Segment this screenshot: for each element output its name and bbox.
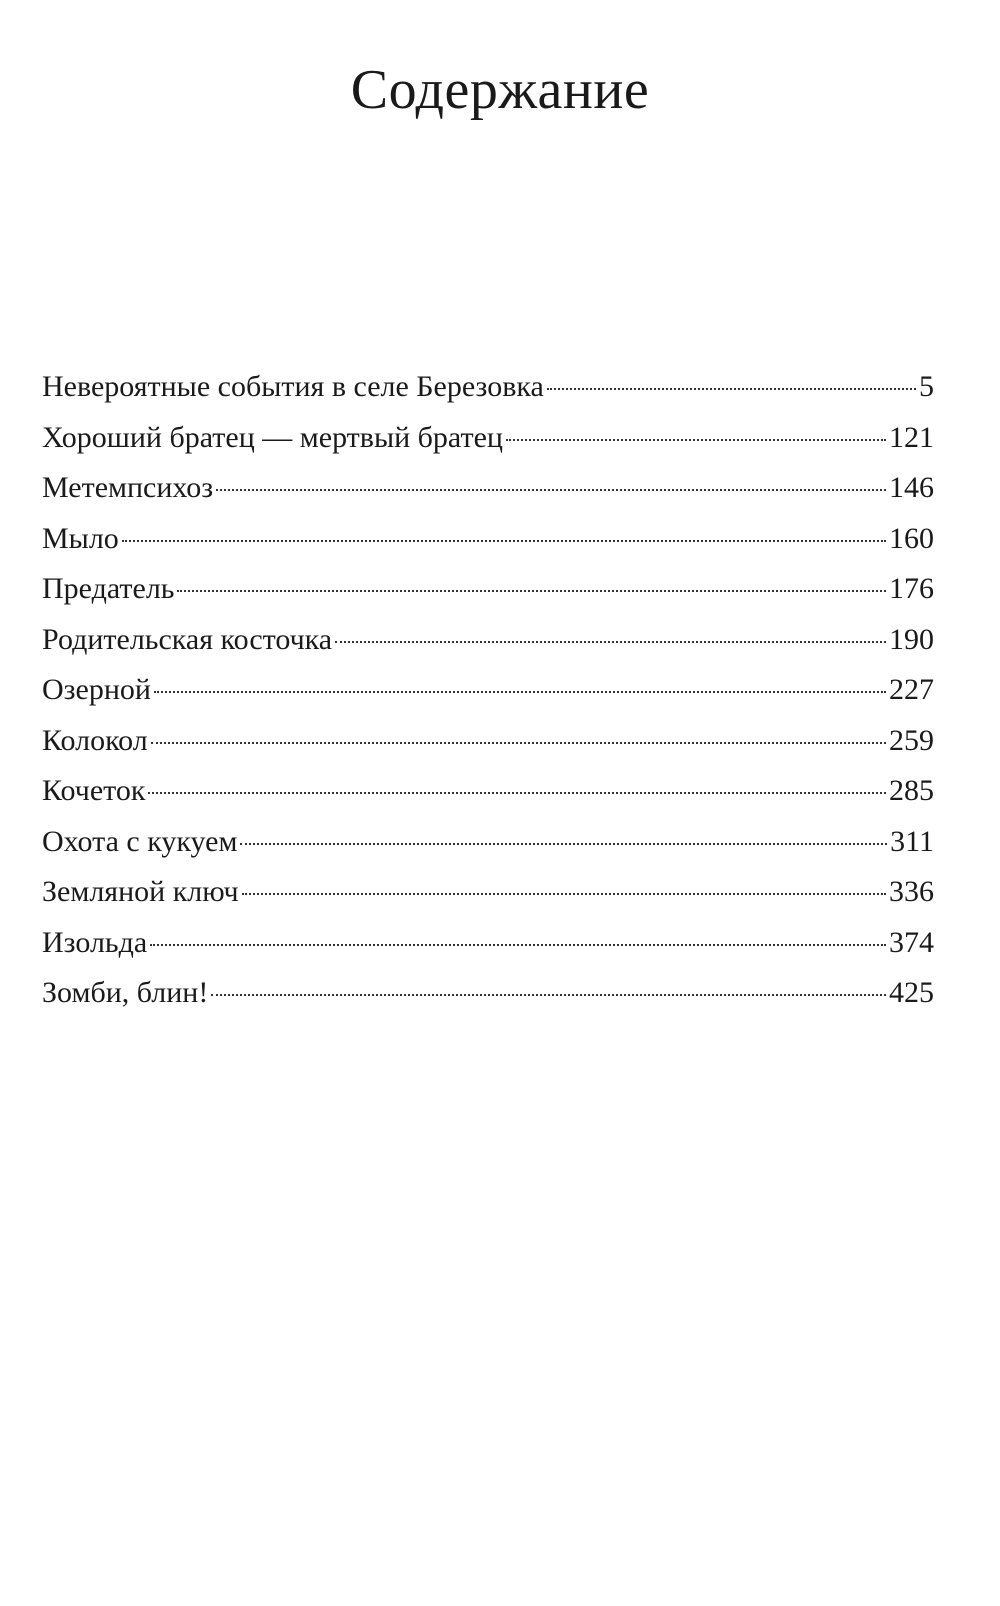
toc-entry-title: Родительская косточка	[42, 622, 333, 656]
toc-entry-page: 146	[889, 471, 934, 504]
toc-entry-page: 190	[889, 622, 934, 656]
toc-entry	[42, 413, 934, 464]
toc-entry-title: Зомби, блин!	[42, 976, 209, 1009]
toc-entry-title: Метемпсихоз	[42, 471, 214, 504]
toc-entry-page: 311	[890, 824, 934, 858]
toc-entry	[42, 716, 934, 767]
toc-leader-dots	[150, 944, 886, 946]
toc-entry-page: 425	[889, 976, 934, 1009]
toc-entry	[42, 514, 934, 565]
toc-leader-dots	[148, 792, 886, 794]
toc-entry	[42, 867, 934, 918]
toc-leader-dots	[177, 590, 886, 592]
toc-leader-dots	[240, 843, 887, 845]
toc-entry	[42, 564, 934, 615]
toc-entry	[42, 918, 934, 969]
toc-leader-dots	[242, 893, 886, 895]
toc-entry	[42, 968, 934, 1019]
toc-entry-page: 259	[889, 723, 934, 757]
toc-entry-page: 176	[889, 572, 934, 605]
toc-entry-title: Мыло	[42, 521, 119, 555]
toc-entry-page: 5	[919, 370, 934, 403]
toc-entry-title: Предатель	[42, 572, 175, 605]
toc-entry-title: Охота с кукуем	[42, 824, 238, 858]
toc-entry	[42, 817, 934, 868]
toc-entry-title: Земляной ключ	[42, 875, 239, 908]
toc-entry	[42, 362, 934, 413]
page-title: Содержание	[350, 59, 650, 121]
toc-entry-title: Невероятные события в селе Березовка	[42, 370, 544, 403]
toc-entry-title: Колокол	[42, 723, 148, 757]
toc-entry-title: Озерной	[42, 673, 151, 706]
toc-entry	[42, 766, 934, 817]
toc-entry-page: 336	[889, 875, 934, 908]
toc-entry-title: Хороший братец — мертвый братец	[42, 420, 503, 454]
toc-entry-page: 285	[889, 774, 934, 807]
toc-entry-page: 121	[889, 420, 934, 454]
table-of-contents	[42, 362, 934, 1019]
toc-leader-dots	[151, 742, 886, 744]
toc-leader-dots	[216, 489, 886, 491]
toc-entry-page: 374	[889, 925, 934, 959]
toc-leader-dots	[506, 439, 886, 441]
toc-entry-title: Изольда	[42, 925, 148, 959]
toc-entry-page: 227	[889, 673, 934, 706]
toc-leader-dots	[154, 691, 886, 693]
toc-entry-title: Кочеток	[42, 774, 146, 807]
toc-entry-page: 160	[889, 521, 934, 555]
toc-entry	[42, 463, 934, 514]
toc-leader-dots	[211, 994, 886, 996]
toc-entry	[42, 665, 934, 716]
toc-leader-dots	[122, 540, 886, 542]
toc-entry	[42, 615, 934, 666]
toc-leader-dots	[547, 388, 916, 390]
toc-leader-dots	[335, 641, 886, 643]
